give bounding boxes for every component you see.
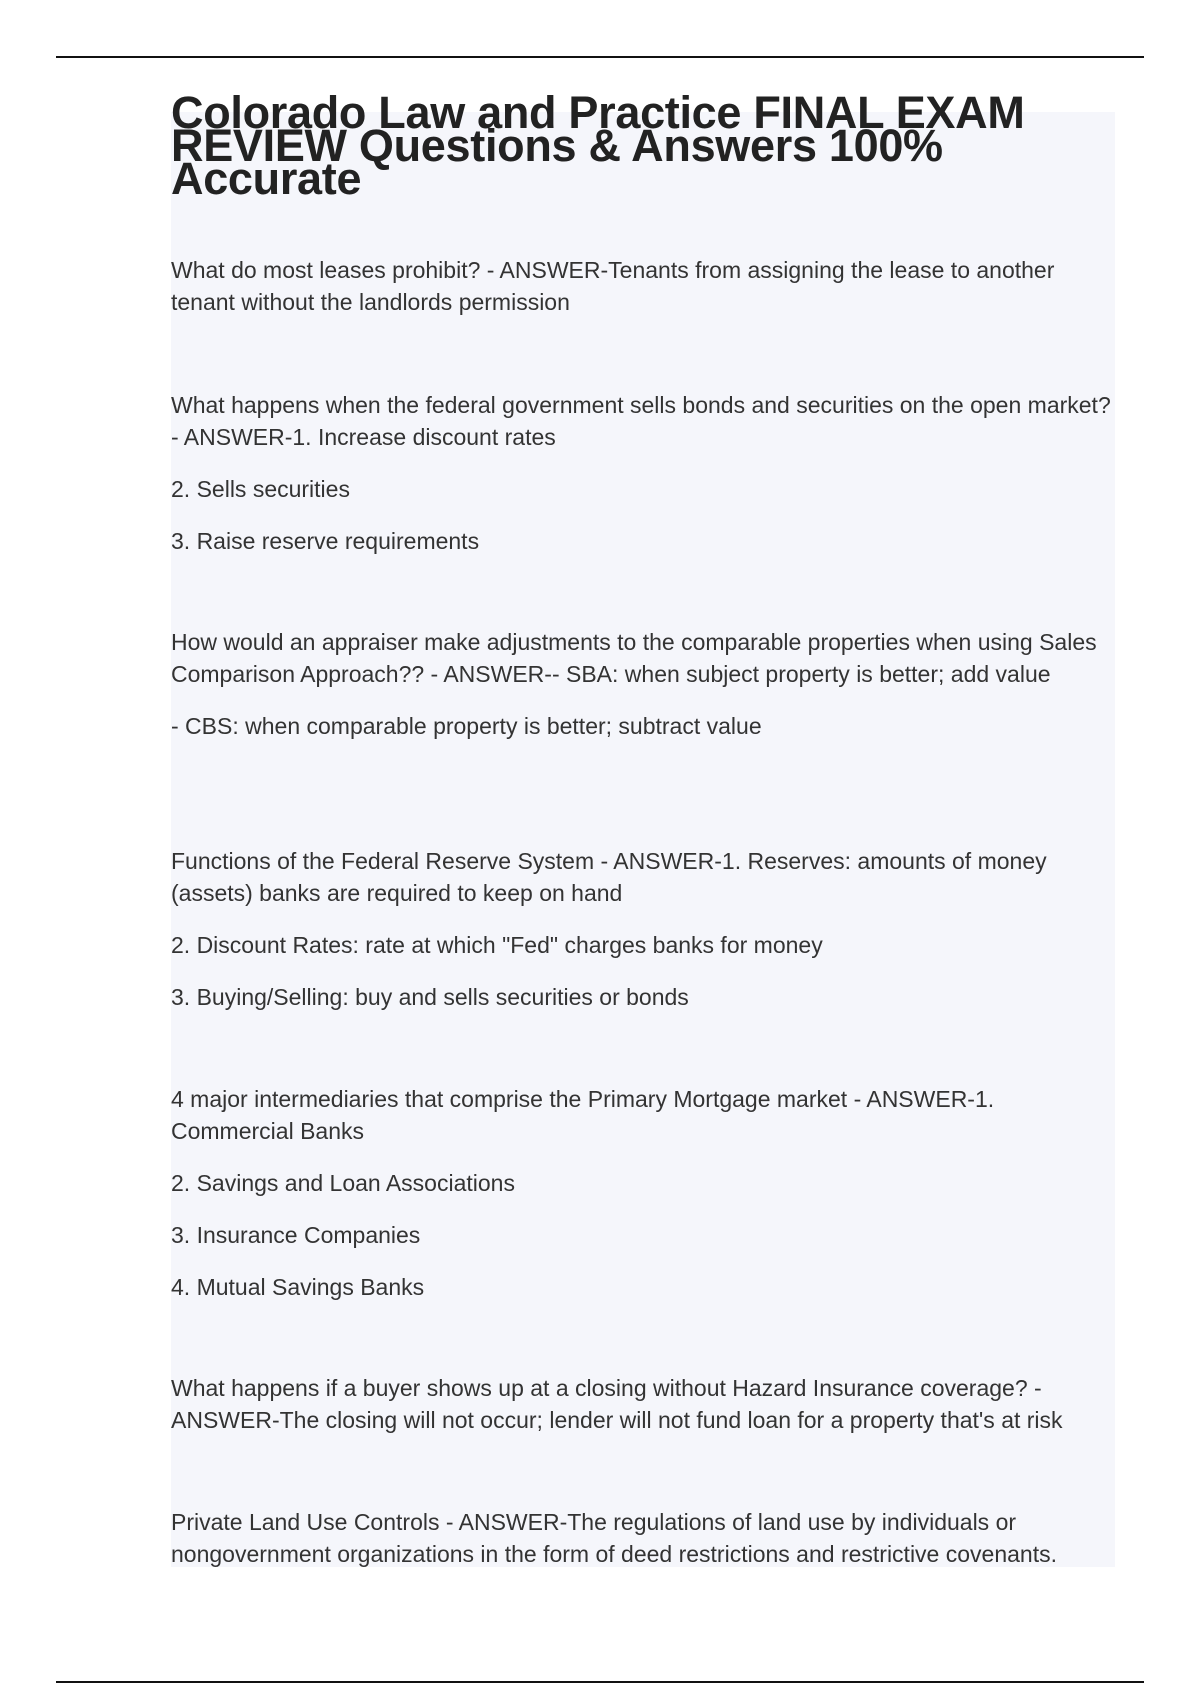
qa-paragraph: - CBS: when comparable property is better; subtract value [171, 713, 762, 739]
qa-paragraph: 2. Savings and Loan Associations [171, 1170, 515, 1196]
qa-entry-1 [171, 254, 1123, 318]
qa-paragraph: How would an appraiser make adjustments to the comparable properties when using Sales Comparison Approach?? - ANSWER-- SBA: when subject property is better; add value [171, 629, 1097, 687]
qa-paragraph: 3. Buying/Selling: buy and sells securities or bonds [171, 984, 689, 1010]
qa-entry-4 [171, 845, 1123, 1013]
qa-paragraph: 3. Raise reserve requirements [171, 528, 480, 554]
bottom-rule [56, 1681, 1144, 1683]
qa-entry-5 [171, 1083, 1123, 1303]
qa-paragraph: 2. Sells securities [171, 476, 350, 502]
qa-entry-3 [171, 626, 1123, 742]
qa-paragraph: What happens if a buyer shows up at a closing without Hazard Insurance coverage? - ANSWER-The closing will not occur; lender will not fund loan for a property that's at risk [171, 1375, 1063, 1433]
qa-paragraph: What happens when the federal government sells bonds and securities on the open market? - ANSWER-1. Increase discount rates [171, 392, 1111, 450]
qa-entry-6 [171, 1372, 1123, 1436]
document-title: Colorado Law and Practice FINAL EXAM REVIEW Questions & Answers 100% Accurate [171, 87, 1025, 204]
qa-paragraph: Private Land Use Controls - ANSWER-The regulations of land use by individuals or nongovernment organizations in the form of deed restrictions and restrictive covenants. [171, 1509, 1057, 1567]
qa-paragraph: What do most leases prohibit? - ANSWER-Tenants from assigning the lease to another tenant without the landlords permission [171, 257, 1055, 315]
content-background [171, 112, 1115, 1567]
top-rule [56, 56, 1144, 58]
qa-entry-2 [171, 389, 1123, 557]
qa-paragraph: 4 major intermediaries that comprise the Primary Mortgage market - ANSWER-1. Commercial Banks [171, 1086, 995, 1144]
qa-paragraph: 3. Insurance Companies [171, 1222, 421, 1248]
qa-entry-7 [171, 1506, 1123, 1570]
qa-paragraph: Functions of the Federal Reserve System - ANSWER-1. Reserves: amounts of money (assets) banks are required to keep on hand [171, 848, 1047, 906]
qa-paragraph: 4. Mutual Savings Banks [171, 1274, 425, 1300]
qa-paragraph: 2. Discount Rates: rate at which "Fed" charges banks for money [171, 932, 823, 958]
